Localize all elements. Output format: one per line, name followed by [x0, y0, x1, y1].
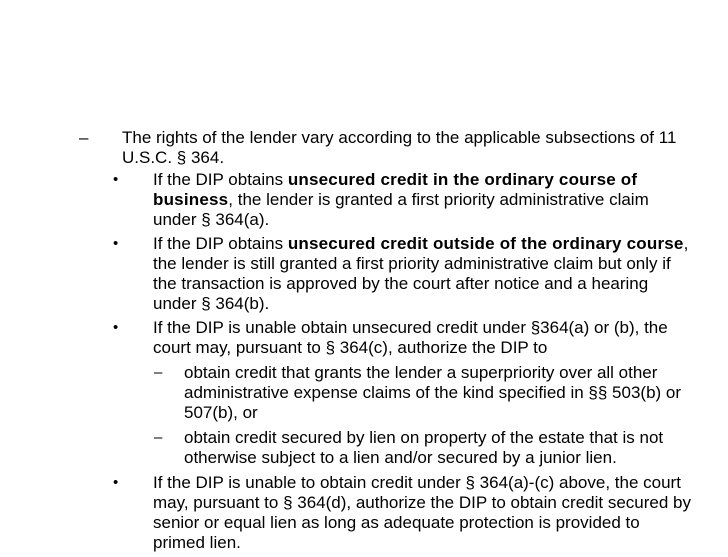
bullet-item-364a: [0, 170, 728, 230]
bullet-item-364b: [0, 234, 728, 314]
dash-marker: –: [79, 128, 89, 147]
bullet-emphasis: unsecured credit in the ordinary course of business: [153, 170, 638, 209]
bullet-marker: •: [113, 319, 119, 336]
bullet-marker: •: [113, 171, 119, 188]
main-point: [0, 128, 728, 557]
bullet-text-lead: If the DIP obtains: [153, 170, 288, 189]
sub-dash-marker: –: [154, 364, 163, 381]
bullet-marker: •: [113, 235, 119, 252]
bullet-text-tail: , the lender is still granted a first priority administrative claim but only if the transaction is approved by the court after notice and a hearing under § 364(b).: [153, 234, 689, 313]
bullet-marker: •: [113, 474, 119, 491]
sub-bullet-item: [0, 428, 728, 468]
bullet-text: [153, 170, 693, 230]
bullet-text: If the DIP is unable obtain unsecured credit under §364(a) or (b), the court may, pursuant to § 364(c), authorize the DIP to: [153, 318, 668, 357]
sub-bullet-item: [0, 363, 728, 423]
sub-bullet-text: obtain credit that grants the lender a superpriority over all other administrative expense claims of the kind specified in §§ 503(b) or 507(b), or: [184, 363, 682, 422]
bullet-emphasis: unsecured credit outside of the ordinary course: [287, 234, 684, 253]
bullet-item-364c: [0, 318, 728, 468]
bullet-text: [153, 234, 693, 314]
bullet-list: [0, 170, 728, 553]
sub-bullet-list: [0, 363, 728, 468]
sub-dash-marker: –: [154, 429, 163, 446]
bullet-text-lead: If the DIP obtains: [153, 234, 288, 253]
bullet-text: If the DIP is unable to obtain credit under § 364(a)-(c) above, the court may, pursuant to § 364(d), authorize the DIP to obtain credit secured by senior or equal lien as long as adequate protection is provided to primed lien.: [153, 473, 692, 552]
bullet-text-tail: , the lender is granted a first priority administrative claim under § 364(a).: [153, 190, 649, 229]
sub-bullet-text: obtain credit secured by lien on property of the estate that is not otherwise subject to a lien and/or secured by a junior lien.: [184, 428, 664, 467]
main-point-text: The rights of the lender vary according to the applicable subsections of 11 U.S.C. § 364.: [122, 128, 677, 167]
bullet-item-364d: [0, 473, 728, 553]
